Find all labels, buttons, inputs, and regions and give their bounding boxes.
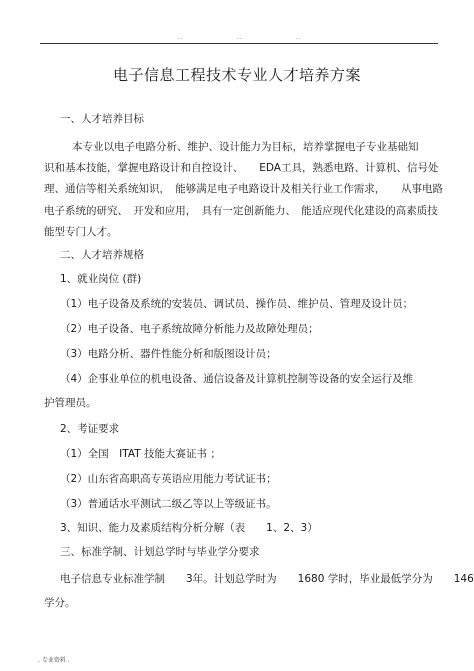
list-item: （1）电子设备及系统的安装员、调试员、操作员、维护员、管理及设计员；: [60, 298, 414, 310]
document-title: 电子信息工程技术专业人才培养方案: [112, 66, 361, 84]
paragraph-line: 电子信息专业标准学制 3年。计划总学时为 1680 学时，毕业最低学分为 146: [60, 573, 474, 585]
list-item: （3）普通话水平测试二级乙等以上等级证书。: [60, 498, 277, 510]
subsection-heading-jobs: 1、就业岗位 (群): [60, 273, 142, 285]
list-item-continuation: 护管理员。: [44, 397, 97, 409]
list-item: （2）电子设备、电子系统故障分析能力及故障处理员；: [60, 323, 319, 335]
paragraph-line: 电子系统的研究、 开发和应用， 具有一定创新能力、 能适应现代化建设的高素质技: [44, 205, 438, 217]
section-heading-spec: 二、人才培养规格: [60, 249, 144, 261]
page-footer: . 专业资料 .: [38, 657, 70, 664]
header-marker: ..: [237, 34, 243, 41]
header-marker: ..: [296, 34, 302, 41]
section-heading-goal: 一、人才培养目标: [60, 113, 144, 125]
subsection-heading-certs: 2、考证要求: [60, 423, 120, 435]
section-heading-schedule: 三、标准学制、计划总学时与毕业学分要求: [60, 546, 260, 558]
paragraph-line: 能型专门人才。: [44, 226, 118, 238]
paragraph-line: 学分。: [44, 597, 76, 609]
list-item: （2）山东省高职高专英语应用能力考试证书；: [60, 473, 277, 485]
list-item: （4）企事业单位的机电设备、通信设备及计算机控制等设备的安全运行及维: [60, 373, 414, 385]
header-rule: [40, 43, 438, 44]
header-marker: ..: [178, 34, 184, 41]
list-item: （1）全国 ITAT 技能大赛证书 ；: [60, 448, 221, 460]
paragraph-line: 本专业以电子电路分析、维护、设计能力为目标，培养掌握电子专业基础知: [72, 141, 419, 153]
subsection-heading-structure: 3、知识、能力及素质结构分析分解（表 1、2、3）: [60, 522, 318, 534]
paragraph-line: 识和基本技能，掌握电路设计和自控设计、 EDA工具，熟悉电路、计算机、信号处: [44, 162, 439, 174]
list-item: （3）电路分析、器件性能分析和版图设计员；: [60, 348, 277, 360]
paragraph-line: 理、通信等相关系统知识， 能够满足电子电路设计及相关行业工作需求， 从事电路: [44, 183, 443, 195]
